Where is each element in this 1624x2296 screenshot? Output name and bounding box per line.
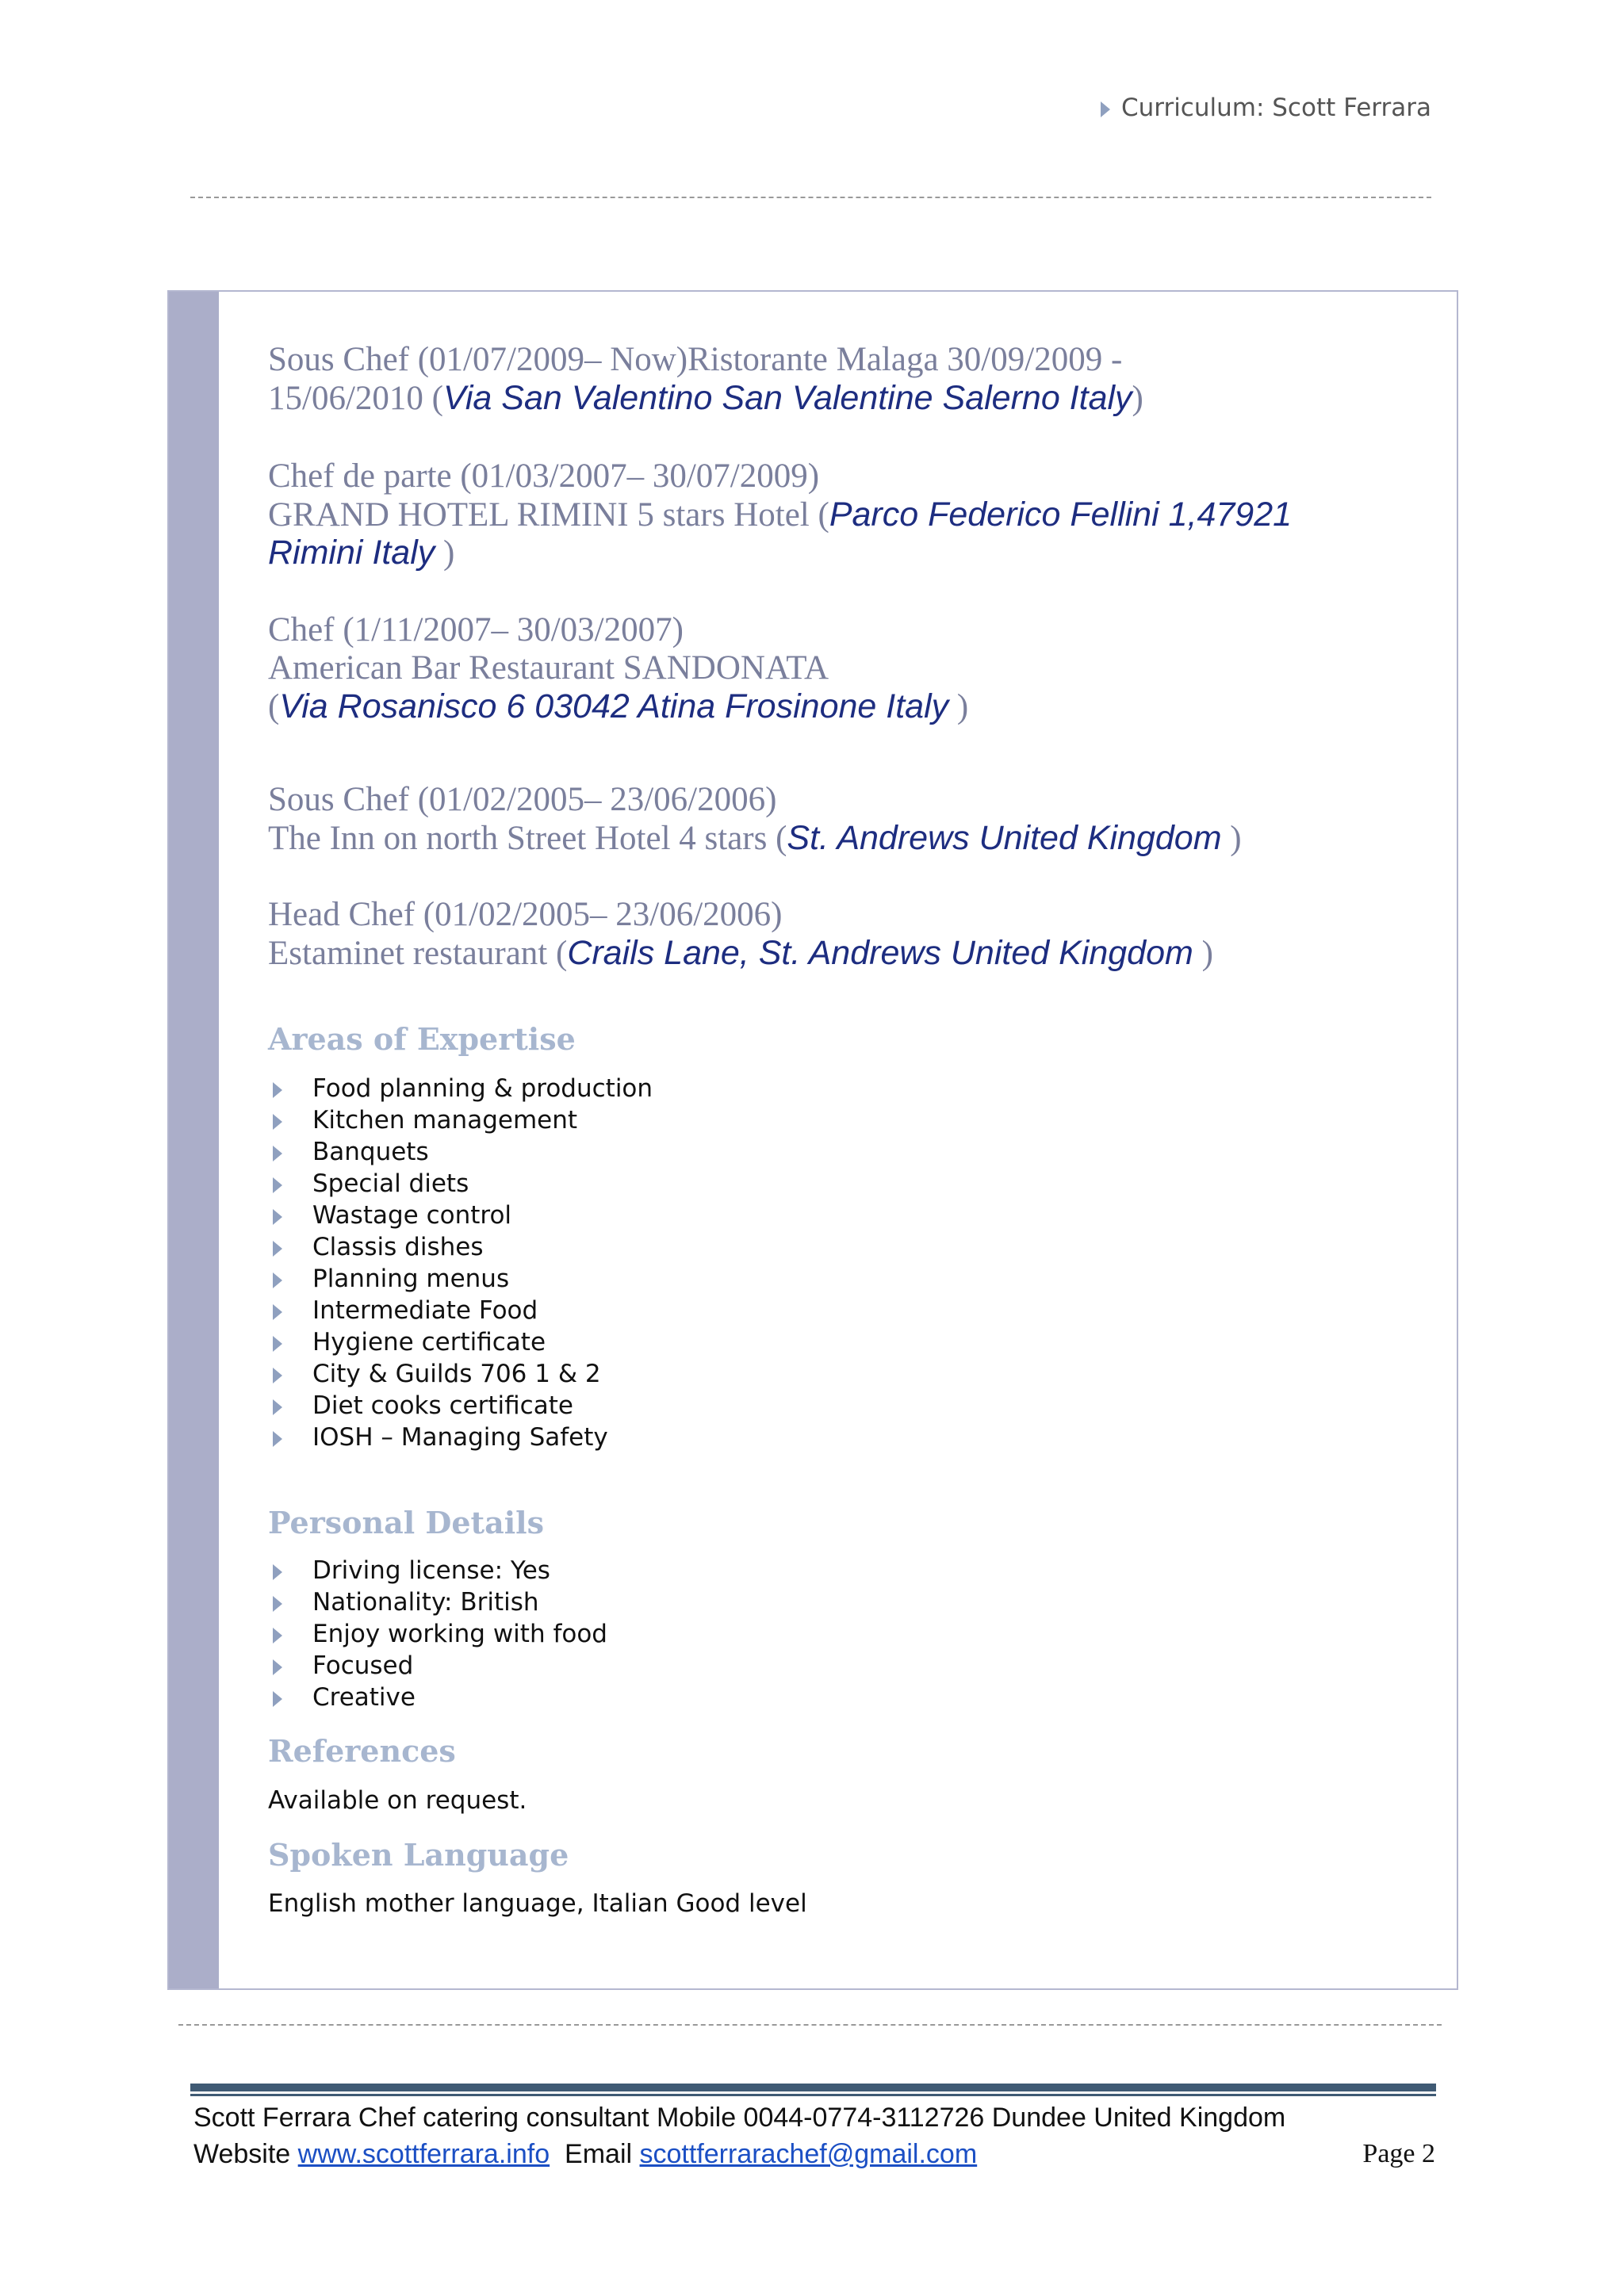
triangle-bullet-icon [273, 1691, 282, 1707]
job-address: Crails Lane, St. Andrews United Kingdom [567, 934, 1193, 972]
header-title: Curriculum: Scott Ferrara [1120, 94, 1431, 122]
job-title-text: GRAND HOTEL RIMINI 5 stars Hotel ( [268, 496, 829, 534]
job-line [268, 457, 819, 496]
job-line [268, 341, 1122, 379]
triangle-bullet-icon [273, 1082, 282, 1098]
job-title-text: Sous Chef (01/02/2005– 23/06/2006) [268, 781, 777, 818]
triangle-bullet-icon [273, 1304, 282, 1320]
list-item-text: City & Guilds 706 1 & 2 [312, 1360, 601, 1388]
triangle-bullet-icon [273, 1336, 282, 1352]
footer-rule-thin [190, 2094, 1436, 2096]
job-title-text: ( [268, 688, 280, 725]
triangle-bullet-icon [273, 1628, 282, 1644]
list-item-text: Hygiene certificate [312, 1328, 546, 1357]
list-item-text: Wastage control [312, 1201, 512, 1230]
triangle-bullet-icon [273, 1368, 282, 1383]
list-item [273, 1233, 484, 1261]
job-title-text: Head Chef (01/02/2005– 23/06/2006) [268, 896, 783, 933]
email-label: Email [565, 2139, 633, 2169]
job-address: Via Rosanisco 6 03042 Atina Frosinone Italy [279, 687, 949, 725]
job-line [268, 896, 783, 934]
triangle-bullet-icon [273, 1146, 282, 1161]
triangle-bullet-icon [273, 1272, 282, 1288]
list-item [273, 1360, 601, 1388]
website-label: Website [193, 2139, 291, 2169]
list-item [273, 1169, 469, 1198]
list-item [273, 1074, 653, 1103]
job-address: Rimini Italy [268, 534, 435, 572]
list-item [273, 1651, 413, 1680]
list-item [273, 1296, 538, 1325]
list-item-text: Nationality: British [312, 1588, 539, 1617]
triangle-bullet-icon [273, 1659, 282, 1675]
job-address: Parco Federico Fellini 1,47921 [829, 496, 1293, 534]
job-address: Via San Valentino San Valentine Salerno Italy [442, 379, 1132, 417]
triangle-bullet-icon [1101, 101, 1110, 117]
section-heading-language: Spoken Language [268, 1837, 569, 1873]
job-line [268, 534, 454, 572]
job-address: St. Andrews United Kingdom [787, 819, 1222, 857]
language-text: English mother language, Italian Good level [268, 1889, 807, 1918]
list-item-text: IOSH – Managing Safety [312, 1423, 608, 1452]
job-line [268, 819, 1242, 858]
job-line [268, 649, 829, 687]
website-link[interactable]: www.scottferrara.info [297, 2139, 550, 2169]
job-paren: ) [1221, 820, 1242, 857]
triangle-bullet-icon [273, 1431, 282, 1447]
job-title-text: 15/06/2010 ( [268, 380, 443, 417]
list-item [273, 1328, 546, 1357]
list-item [273, 1138, 429, 1166]
list-item [273, 1391, 573, 1420]
job-line [268, 781, 776, 819]
job-paren: ) [435, 534, 455, 572]
list-item-text: Diet cooks certificate [312, 1391, 573, 1420]
list-item [273, 1423, 608, 1452]
job-title-text: American Bar Restaurant SANDONATA [268, 649, 829, 687]
list-item-text: Enjoy working with food [312, 1620, 607, 1648]
section-heading-references: References [268, 1733, 456, 1769]
triangle-bullet-icon [273, 1209, 282, 1225]
job-line [268, 379, 1143, 418]
running-header [1101, 94, 1431, 122]
footer-divider [178, 2024, 1442, 2026]
header-divider [190, 197, 1431, 198]
list-item-text: Classis dishes [312, 1233, 484, 1261]
list-item-text: Food planning & production [312, 1074, 653, 1103]
sidebar-accent-bar [169, 292, 219, 1988]
job-title-text: Chef (1/11/2007– 30/03/2007) [268, 611, 684, 649]
list-item [273, 1588, 539, 1617]
job-line [268, 687, 968, 726]
list-item [273, 1201, 511, 1230]
list-item [273, 1683, 416, 1712]
list-item-text: Intermediate Food [312, 1296, 538, 1325]
footer-links [193, 2139, 977, 2170]
job-title-text: Estaminet restaurant ( [268, 935, 568, 972]
list-item-text: Kitchen management [312, 1106, 578, 1135]
job-title-text: The Inn on north Street Hotel 4 stars ( [268, 820, 787, 857]
email-link[interactable]: scottferrarachef@gmail.com [639, 2139, 978, 2169]
list-item [273, 1620, 607, 1648]
triangle-bullet-icon [273, 1564, 282, 1580]
references-text: Available on request. [268, 1786, 527, 1815]
page-number: Page 2 [1362, 2139, 1435, 2168]
list-item-text: Creative [312, 1683, 416, 1712]
footer-rule-thick [190, 2084, 1436, 2091]
job-title-text: Chef de parte (01/03/2007– 30/07/2009) [268, 457, 820, 495]
list-item-text: Banquets [312, 1138, 429, 1166]
job-title-text: Sous Chef (01/07/2009– Now)Ristorante Malaga 30/09/2009 - [268, 341, 1123, 378]
job-line [268, 934, 1213, 973]
list-item-text: Planning menus [312, 1265, 510, 1293]
job-paren: ) [1193, 935, 1213, 972]
list-item-text: Special diets [312, 1169, 469, 1198]
job-line [268, 611, 684, 649]
section-heading-personal: Personal Details [268, 1505, 544, 1540]
list-item [273, 1106, 577, 1135]
job-paren: ) [1132, 380, 1143, 417]
section-heading-expertise: Areas of Expertise [268, 1021, 576, 1057]
triangle-bullet-icon [273, 1114, 282, 1130]
job-paren: ) [948, 688, 969, 725]
triangle-bullet-icon [273, 1596, 282, 1612]
triangle-bullet-icon [273, 1241, 282, 1257]
triangle-bullet-icon [273, 1177, 282, 1193]
list-item-text: Driving license: Yes [312, 1556, 550, 1585]
list-item-text: Focused [312, 1651, 414, 1680]
list-item [273, 1265, 509, 1293]
job-line [268, 496, 1292, 534]
triangle-bullet-icon [273, 1399, 282, 1415]
list-item [273, 1556, 550, 1585]
footer-contact: Scott Ferrara Chef catering consultant Mobile 0044-0774-3112726 Dundee United Kingdom [193, 2103, 1286, 2133]
